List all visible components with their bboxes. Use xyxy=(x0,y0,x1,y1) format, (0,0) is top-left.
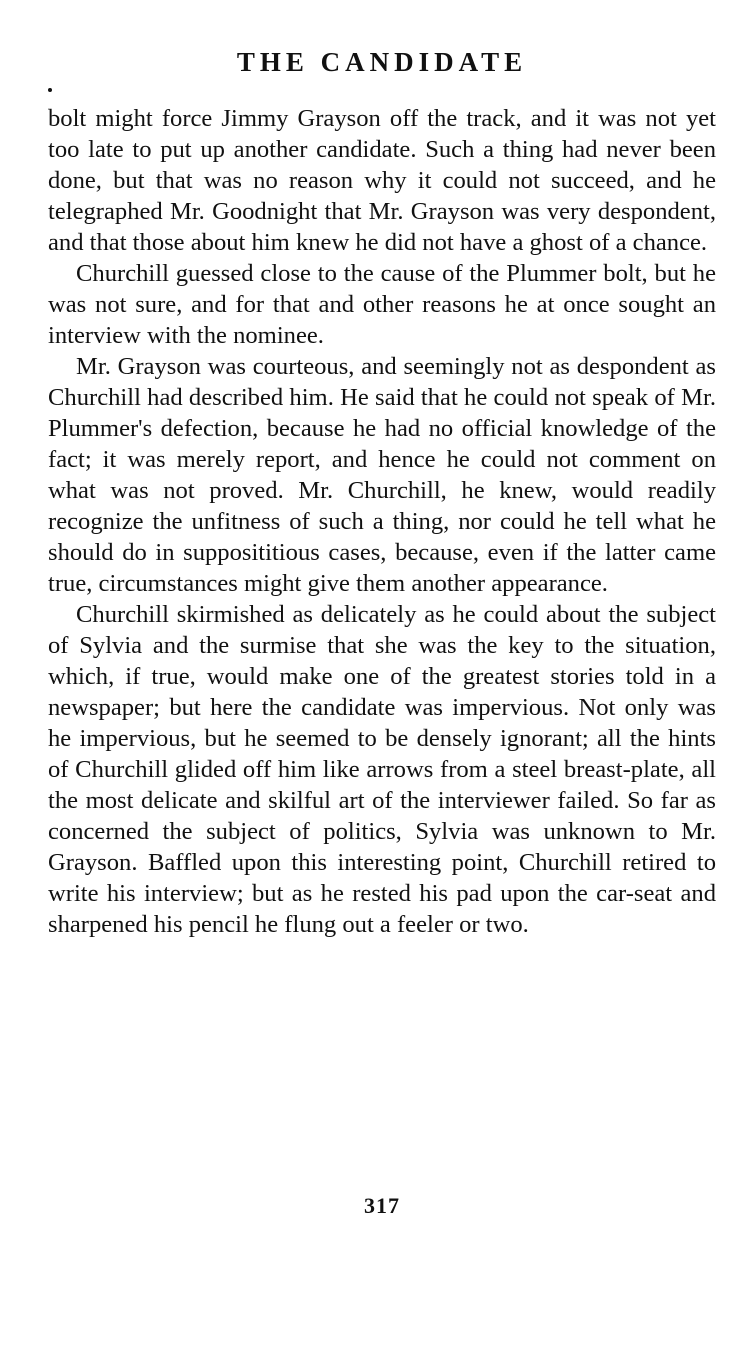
paragraph: Churchill skirmished as delicately as he could about the subject of Sylvia and the surmise that she was the key to the situation, which, if true, would make one of the greatest stories told in a newspaper; but here the candidate was impervious. Not only was he impervious, but he seemed to be densely ignorant; all the hints of Churchill glided off him like arrows from a steel breast-plate, all the most delicate and skilful art of the interviewer failed. So far as concerned the subject of politics, Sylvia was unknown to Mr. Grayson. Baffled upon this interesting point, Churchill retired to write his interview; but as he rested his pad upon the car-seat and sharpened his pencil he flung out a feeler or two. xyxy=(48,601,716,938)
paragraph-continued: bolt might force Jimmy Grayson off the track, and it was not yet too late to put up another candidate. Such a thing had never been done, but that was no reason why it could not succeed, and he telegraphed Mr. Goodnight that Mr. Grayson was very despondent, and that those about him knew he did not have a ghost of a chance. xyxy=(48,105,716,256)
stray-mark xyxy=(48,88,52,92)
page-number: 317 xyxy=(364,1193,400,1218)
running-title: THE CANDIDATE xyxy=(236,47,528,77)
paragraph: Churchill guessed close to the cause of the Plummer bolt, but he was not sure, and for that and other reasons he at once sought an interview with the nominee. xyxy=(48,260,716,349)
paragraph: Mr. Grayson was courteous, and seemingly not as despondent as Churchill had described him. He said that he could not speak of Mr. Plummer's defection, because he had no official knowledge of the fact; it was merely report, and hence he could not comment on what was not proved. Mr. Churchill, he knew, would readily recognize the unfitness of such a thing, nor could he tell what he should do in supposititious cases, because, even if the latter came true, circumstances might give them another appearance. xyxy=(48,353,716,597)
body-text xyxy=(48,103,716,940)
